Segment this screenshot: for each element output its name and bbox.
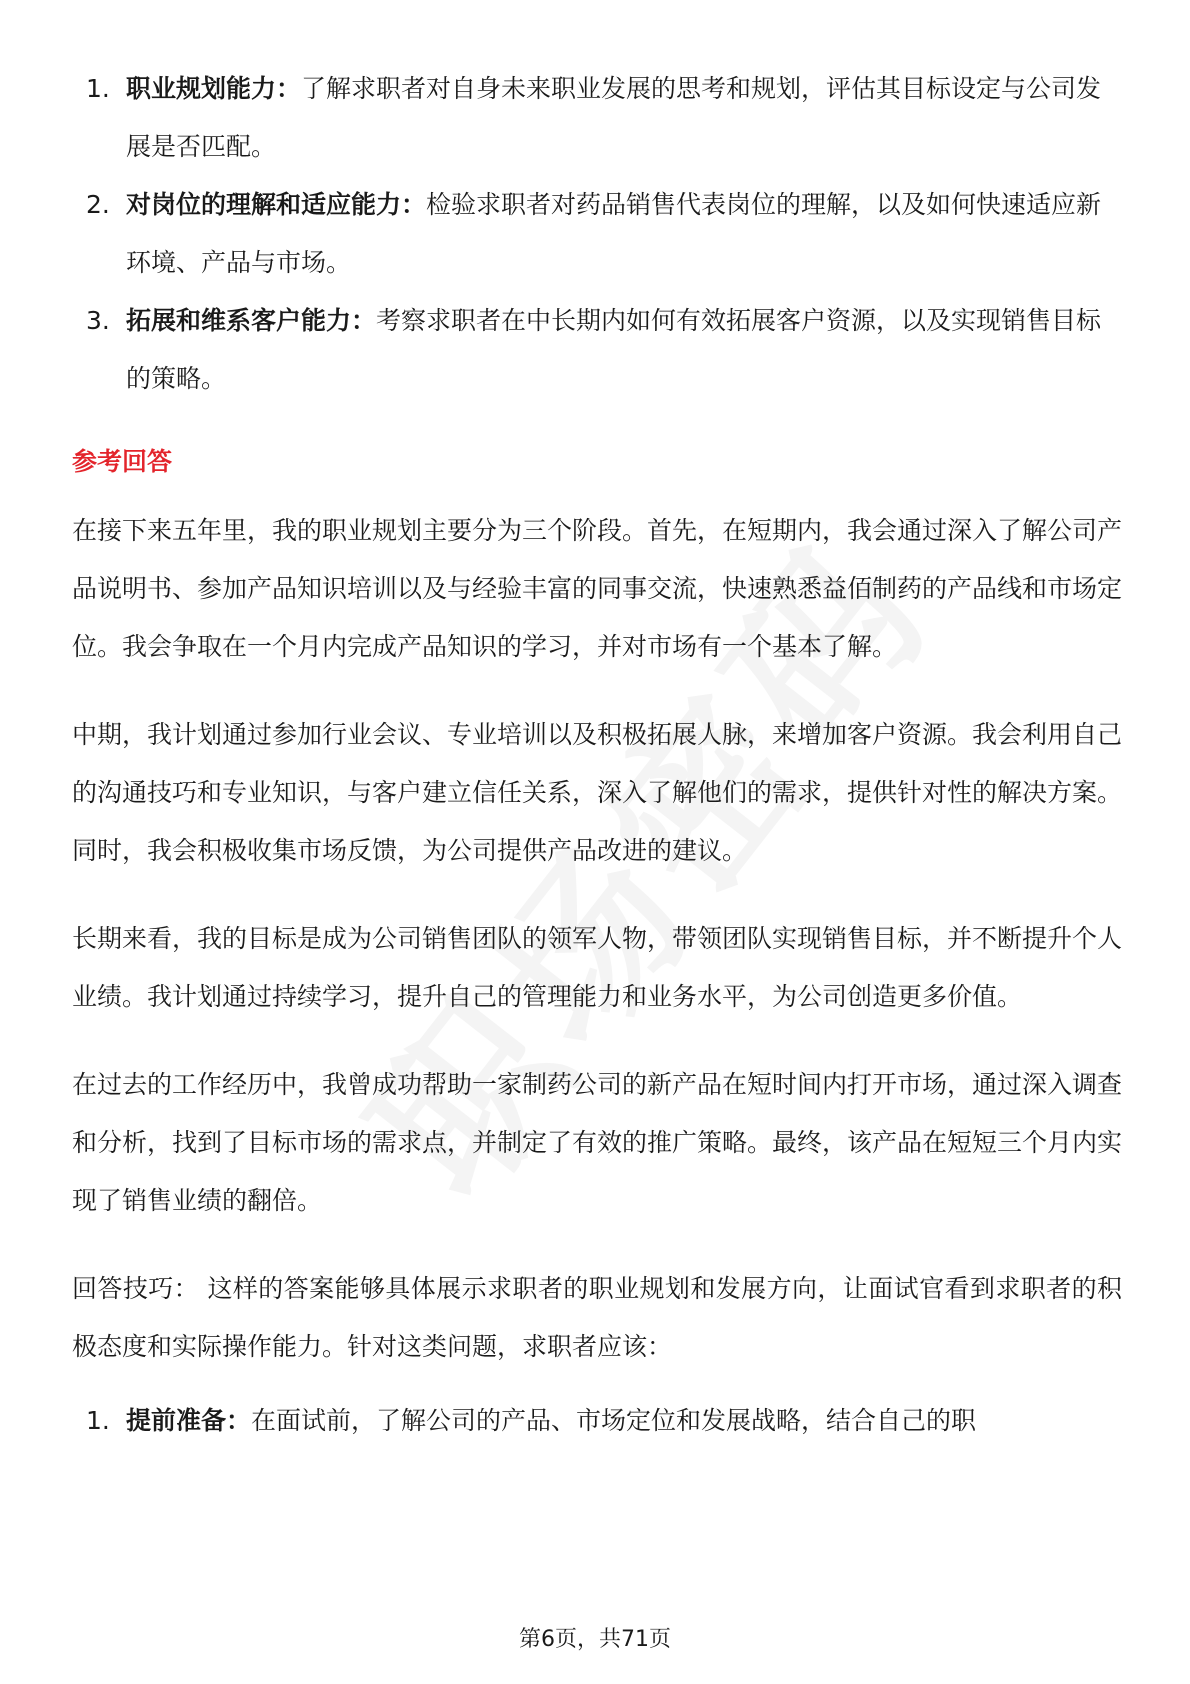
page-footer: 第6页，共71页: [519, 1627, 671, 1652]
document-body: [72, 60, 1122, 1450]
paragraph: 长期来看，我的目标是成为公司销售团队的领军人物，带领团队实现销售目标，并不断提升个人业绩。我计划通过持续学习，提升自己的管理能力和业务水平，为公司创造更多价值。: [72, 924, 1123, 1011]
list-item: [72, 60, 1122, 176]
list-number: 1.: [86, 1406, 110, 1435]
criteria-list: [72, 60, 1122, 408]
paragraph: 回答技巧： 这样的答案能够具体展示求职者的职业规划和发展方向，让面试官看到求职者的积极态度和实际操作能力。针对这类问题，求职者应该：: [72, 1274, 1122, 1361]
list-text: 了解求职者对自身未来职业发展的思考和规划，评估其目标设定与公司发展是否匹配。: [126, 74, 1102, 161]
list-text: 在面试前，了解公司的产品、市场定位和发展战略，结合自己的职: [251, 1406, 977, 1435]
paragraph: 在接下来五年里，我的职业规划主要分为三个阶段。首先，在短期内，我会通过深入了解公司产品说明书、参加产品知识培训以及与经验丰富的同事交流，快速熟悉益佰制药的产品线和市场定位。我会争取在一个月内完成产品知识的学习，并对市场有一个基本了解。: [72, 516, 1123, 661]
list-text: 考察求职者在中长期内如何有效拓展客户资源，以及实现销售目标的策略。: [126, 306, 1102, 393]
list-number: 1.: [86, 74, 110, 103]
list-item: [72, 292, 1122, 408]
section-heading: 参考回答: [72, 447, 173, 476]
list-lead: 提前准备：: [126, 1406, 252, 1435]
tips-list: [72, 1392, 1122, 1450]
list-number: 3.: [86, 306, 110, 335]
list-lead: 职业规划能力：: [126, 74, 302, 103]
list-number: 2.: [86, 190, 110, 219]
list-lead: 对岗位的理解和适应能力：: [126, 190, 427, 219]
list-text: 检验求职者对药品销售代表岗位的理解，以及如何快速适应新环境、产品与市场。: [126, 190, 1102, 277]
list-lead: 拓展和维系客户能力：: [126, 306, 377, 335]
list-item: [72, 176, 1122, 292]
list-item: [72, 1392, 1122, 1450]
paragraph: 中期，我计划通过参加行业会议、专业培训以及积极拓展人脉，来增加客户资源。我会利用自己的沟通技巧和专业知识，与客户建立信任关系，深入了解他们的需求，提供针对性的解决方案。同时，我会积极收集市场反馈，为公司提供产品改进的建议。: [72, 720, 1123, 865]
paragraph: 在过去的工作经历中，我曾成功帮助一家制药公司的新产品在短时间内打开市场，通过深入调查和分析，找到了目标市场的需求点，并制定了有效的推广策略。最终，该产品在短短三个月内实现了销售业绩的翻倍。: [72, 1070, 1123, 1215]
